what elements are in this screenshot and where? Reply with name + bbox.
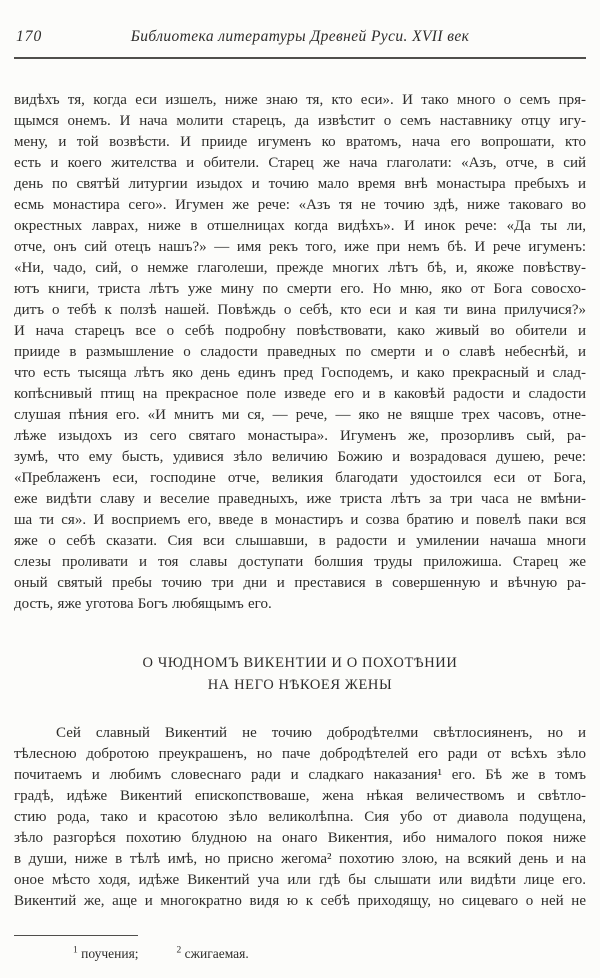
text-line: лѣже изыдохъ из сего святаго монастыра». Игуменъ же, прозорливъ сый, ра-	[14, 428, 586, 444]
chapter-heading-line-1: О ЧЮДНОМЪ ВИКЕНТИИ И О ПОХОТѢНИИ	[142, 655, 458, 671]
paragraph-elder-story	[14, 90, 586, 615]
text-line: в души, ниже в тѣлѣ имѣ, но присно жегома² похотию злою, на всякий день и на	[14, 851, 586, 867]
text-line: оный святый пребы точию три дни и преставися в совершенную и вѣчную ра-	[14, 575, 586, 591]
text-line: еже видѣти славу и веселие праведныхъ, иже триста лѣтъ за три часа не вмѣни-	[14, 491, 586, 507]
text-line: слушая пѣния его. «И мнитъ ми ся, — рече, — яко не вящше трех часовъ, отне-	[14, 407, 586, 423]
footnote-line	[14, 945, 586, 962]
text-line: есть и коего жителства и обители. Старец же нача глаголати: «Азъ, отче, в сий	[14, 155, 586, 171]
footnote-1	[73, 946, 139, 961]
text-line: яже о себѣ сказати. Сия вси слышавши, в радости и умилении начаша многи	[14, 533, 586, 549]
text-line: прииде в размышление о сладости праведных по смерти и о славѣ небеснѣй, и	[14, 344, 586, 360]
running-title: Библиотека литературы Древней Руси. XVII век	[130, 28, 470, 45]
text-line: Викентий же, аще и многократно видя ю к себѣ приходящу, но сицеваго о ней не	[14, 893, 586, 909]
text-line: зѣло разгорѣся похотию блудною на онаго Викентия, ибо нималого покоя ниже	[14, 830, 586, 846]
text-line: градѣ, идѣже Викентий епископствоваше, жена нѣкая величествомъ и свѣтло-	[14, 788, 586, 804]
text-line: день по святѣй литургии изыдох и точию мало время внѣ монастыра пребыхъ и	[14, 176, 586, 192]
text-line: щымся онемъ. И нача молити старецъ, да извѣстит о семъ наставнику отцу игу-	[14, 113, 586, 129]
text-line: окрестных лаврах, ниже в отшелницах когда видѣхъ». И инок рече: «Да ты ли,	[14, 218, 586, 234]
text-line: зумѣ, что ему бысть, удивися зѣло величию Божию и возрадовася душею, рече:	[14, 449, 586, 465]
running-header	[14, 28, 586, 50]
text-line: мену, и той возвѣсти. И прииде игуменъ ко вратомъ, нача его вопрошати, кто	[14, 134, 586, 150]
text-line: «Ни, чадо, сий, о немже глаголеши, прежде многих лѣтъ бѣ, и, якоже повѣству-	[14, 260, 586, 276]
text-line: тѣлесною добротою преукрашенъ, но паче добродѣтелей его ради от всѣхъ зѣло	[14, 746, 586, 762]
footnote-1-marker: 1	[73, 945, 78, 955]
text-line: ютъ книги, триста лѣтъ уже мину по смерти его. Но мню, яко от Бога совосхо-	[14, 281, 586, 297]
page-number: 170	[16, 28, 43, 45]
footnote-separator-rule	[14, 935, 138, 936]
footnote-2-text: сжигаемая.	[184, 945, 249, 961]
page-body	[14, 90, 586, 912]
text-line: видѣхъ тя, когда еси изшелъ, ниже знаю тя, кто еси». И тако много о семъ пря-	[14, 92, 586, 108]
chapter-heading	[14, 652, 586, 696]
text-line: стию рода, тако и красотою зѣло великолѣпна. Сия убо от диавола подущена,	[14, 809, 586, 825]
text-line: есмь монастира сего». Игумен же рече: «Азъ тя не точию здѣ, ниже таковаго во	[14, 197, 586, 213]
text-line: дость, яже уготова Богъ любящымъ его.	[14, 596, 272, 612]
paragraph-vikentiy	[14, 723, 586, 912]
text-line: И нача старецъ все о себѣ подробну повѣствовати, како живый во обители и	[14, 323, 586, 339]
text-line: почитаемъ и любимъ словеснаго ради и сладкаго наказания¹ его. Бѣ же в томъ	[14, 767, 586, 783]
footnote-2	[177, 946, 249, 961]
footnote-2-marker: 2	[176, 945, 182, 955]
text-line: отче, онъ сий отецъ нашъ?» — имя рекъ того, иже при немъ бѣ. И рече игуменъ:	[14, 239, 586, 255]
text-line: Сей славный Викентий не точию добродѣтелми свѣтлосияненъ, но и	[56, 725, 586, 741]
text-line: что есть тысяща лѣтъ яко день единъ пред Господемъ, и како прекрасный и слад-	[14, 365, 586, 381]
chapter-heading-line-2: НА НЕГО НѢКОЕЯ ЖЕНЫ	[207, 677, 393, 693]
footnotes-section	[14, 935, 586, 962]
footnote-1-text: поучения;	[81, 945, 139, 961]
text-line: ша ти ся». И восприемъ его, введе в монастиръ и созва братию и повелѣ паки вся	[14, 512, 586, 528]
text-line: оное мѣсто ходя, идѣже Викентий уча или гдѣ бы слышати или видѣти лице его.	[14, 872, 586, 888]
text-line: «Преблаженъ еси, господине отче, великия благодати удостоился еси от Бога,	[14, 470, 586, 486]
text-line: слезы проливати и тоя славы доступати болшия труды приложиша. Старец же	[14, 554, 586, 570]
text-line: копѣснивый птищ на прекрасное поле изведе его и в каковѣй радости и сладости	[14, 386, 586, 402]
header-rule	[14, 57, 586, 59]
text-line: дитъ о тебѣ к ползѣ нашей. Повѣждь о себѣ, кто еси и кая ти вина прилучися?»	[14, 302, 586, 318]
